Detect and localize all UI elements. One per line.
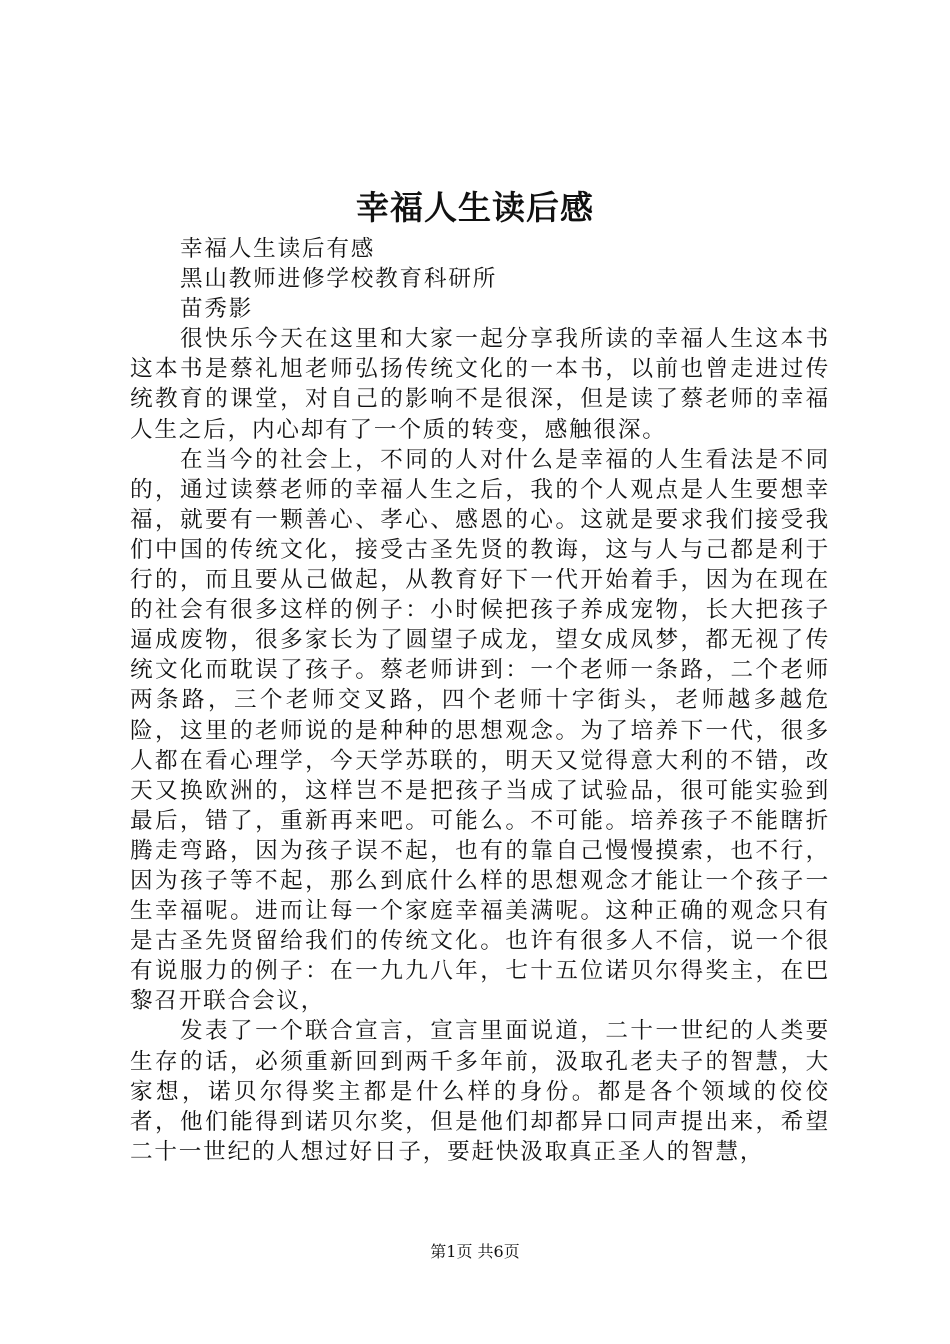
affiliation-line: 黑山教师进修学校教育科研所: [180, 266, 498, 293]
subtitle-line: 幸福人生读后有感: [180, 236, 376, 262]
body-paragraph-1: 很快乐今天在这里和大家一起分享我所读的幸福人生这本书这本书是蔡礼旭老师弘扬传统文化的一本书，以前也曾走进过传统教育的课堂，对自己的影响不是很深，但是读了蔡老师的幸福人生之后，内心却有了一个质的转变，感触很深。: [130, 326, 830, 443]
page-number-footer: 第1页 共6页: [430, 1242, 520, 1261]
document-title: 幸福人生读后感: [356, 188, 594, 227]
body-paragraph-2: 在当今的社会上，不同的人对什么是幸福的人生看法是不同的，通过读蔡老师的幸福人生之后，我的个人观点是人生要想幸福，就要有一颗善心、孝心、感恩的心。这就是要求我们接受我们中国的传统文化，接受古圣先贤的教诲，这与人与己都是利于行的，而且要从己做起，从教育好下一代开始着手，因为在现在的社会有很多这样的例子：小时候把孩子养成宠物，长大把孩子逼成废物，很多家长为了圆望子成龙，望女成凤梦，都无视了传统文化而耽误了孩子。蔡老师讲到：一个老师一条路，二个老师两条路，三个老师交叉路，四个老师十字街头，老师越多越危险，这里的老师说的是种种的思想观念。为了培养下一代，很多人都在看心理学，今天学苏联的，明天又觉得意大利的不错，改天又换欧洲的，这样岂不是把孩子当成了试验品，很可能实验到最后，错了，重新再来吧。可能么。不可能。培养孩子不能瞎折腾走弯路，因为孩子误不起，也有的靠自己慢慢摸索，也不行，因为孩子等不起，那么到底什么样的思想观念才能让一个孩子一生幸福呢。进而让每一个家庭幸福美满呢。这种正确的观念只有是古圣先贤留给我们的传统文化。也许有很多人不信，说一个很有说服力的例子：在一九九八年，七十五位诺贝尔得奖主，在巴黎召开联合会议，: [130, 446, 830, 1015]
author-line: 苗秀影: [180, 296, 254, 323]
body-paragraph-3: 发表了一个联合宣言，宣言里面说道，二十一世纪的人类要生存的话，必须重新回到两千多年前，汲取孔老夫子的智慧，大家想，诺贝尔得奖主都是什么样的身份。都是各个领域的佼佼者，他们能得到诺贝尔奖，但是他们却都异口同声提出来，希望二十一世纪的人想过好日子，要赶快汲取真正圣人的智慧，: [130, 1018, 830, 1165]
document-body: [130, 234, 830, 1167]
